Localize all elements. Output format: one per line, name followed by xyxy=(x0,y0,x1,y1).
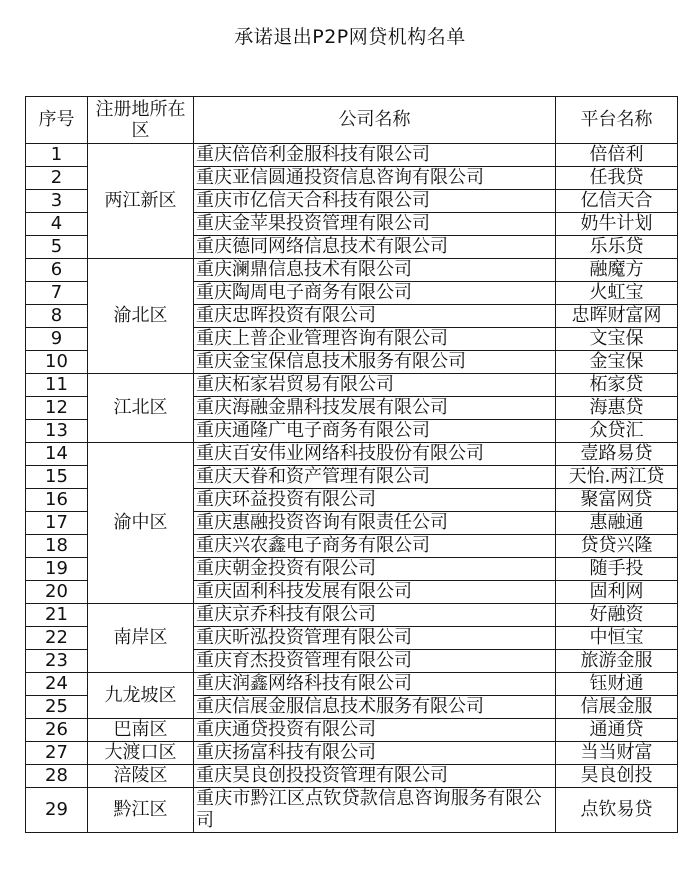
platform-name: 天怡.两江贷 xyxy=(556,466,678,489)
row-no: 27 xyxy=(26,742,88,765)
platform-name: 信展金服 xyxy=(556,696,678,719)
row-no: 1 xyxy=(26,144,88,167)
row-no: 24 xyxy=(26,673,88,696)
row-no: 26 xyxy=(26,719,88,742)
table-row xyxy=(26,443,678,466)
platform-name: 融魔方 xyxy=(556,259,678,282)
header-platform: 平台名称 xyxy=(556,97,678,144)
company-name: 重庆柘家岩贸易有限公司 xyxy=(194,374,556,397)
header-row xyxy=(26,97,678,144)
company-name: 重庆昕泓投资管理有限公司 xyxy=(194,627,556,650)
row-no: 13 xyxy=(26,420,88,443)
platform-name: 文宝保 xyxy=(556,328,678,351)
company-name: 重庆通隆广电子商务有限公司 xyxy=(194,420,556,443)
row-no: 3 xyxy=(26,190,88,213)
platform-name: 旅游金服 xyxy=(556,650,678,673)
row-no: 9 xyxy=(26,328,88,351)
company-name: 重庆固利科技发展有限公司 xyxy=(194,581,556,604)
company-name: 重庆扬富科技有限公司 xyxy=(194,742,556,765)
platform-name: 好融资 xyxy=(556,604,678,627)
district-cell: 江北区 xyxy=(88,374,194,443)
company-name: 重庆通贷投资有限公司 xyxy=(194,719,556,742)
table-row xyxy=(26,742,678,765)
platform-name: 当当财富 xyxy=(556,742,678,765)
company-name: 重庆兴农鑫电子商务有限公司 xyxy=(194,535,556,558)
platform-name: 众贷汇 xyxy=(556,420,678,443)
district-cell: 渝北区 xyxy=(88,259,194,374)
company-name: 重庆市黔江区点钦贷款信息咨询服务有限公司 xyxy=(194,788,556,833)
company-name: 重庆朝金投资有限公司 xyxy=(194,558,556,581)
company-name: 重庆陶周电子商务有限公司 xyxy=(194,282,556,305)
row-no: 23 xyxy=(26,650,88,673)
company-name: 重庆昊良创投投资管理有限公司 xyxy=(194,765,556,788)
platform-name: 柘家贷 xyxy=(556,374,678,397)
header-district: 注册地所在区 xyxy=(88,97,194,144)
platform-name: 海惠贷 xyxy=(556,397,678,420)
company-name: 重庆金苹果投资管理有限公司 xyxy=(194,213,556,236)
table-row xyxy=(26,765,678,788)
platform-name: 通通贷 xyxy=(556,719,678,742)
table-row xyxy=(26,673,678,696)
row-no: 2 xyxy=(26,167,88,190)
platform-name: 火虹宝 xyxy=(556,282,678,305)
table-row xyxy=(26,604,678,627)
row-no: 10 xyxy=(26,351,88,374)
row-no: 16 xyxy=(26,489,88,512)
row-no: 29 xyxy=(26,788,88,833)
table-row xyxy=(26,259,678,282)
row-no: 6 xyxy=(26,259,88,282)
district-cell: 大渡口区 xyxy=(88,742,194,765)
company-name: 重庆德同网络信息技术有限公司 xyxy=(194,236,556,259)
table-row xyxy=(26,719,678,742)
row-no: 19 xyxy=(26,558,88,581)
row-no: 7 xyxy=(26,282,88,305)
district-cell: 涪陵区 xyxy=(88,765,194,788)
company-name: 重庆忠晖投资有限公司 xyxy=(194,305,556,328)
platform-name: 金宝保 xyxy=(556,351,678,374)
row-no: 25 xyxy=(26,696,88,719)
company-name: 重庆澜鼎信息技术有限公司 xyxy=(194,259,556,282)
platform-name: 惠融通 xyxy=(556,512,678,535)
platform-name: 点钦易贷 xyxy=(556,788,678,833)
platform-name: 聚富网贷 xyxy=(556,489,678,512)
row-no: 8 xyxy=(26,305,88,328)
header-serial-no: 序号 xyxy=(26,97,88,144)
row-no: 17 xyxy=(26,512,88,535)
district-cell: 黔江区 xyxy=(88,788,194,833)
table-row xyxy=(26,374,678,397)
page-title: 承诺退出P2P网贷机构名单 xyxy=(234,26,466,48)
district-cell: 南岸区 xyxy=(88,604,194,673)
platform-name: 忠晖财富网 xyxy=(556,305,678,328)
district-cell: 渝中区 xyxy=(88,443,194,604)
company-name: 重庆京乔科技有限公司 xyxy=(194,604,556,627)
row-no: 28 xyxy=(26,765,88,788)
platform-name: 昊良创投 xyxy=(556,765,678,788)
district-cell: 九龙坡区 xyxy=(88,673,194,719)
district-cell: 两江新区 xyxy=(88,144,194,259)
row-no: 5 xyxy=(26,236,88,259)
institution-table xyxy=(25,96,678,833)
company-name: 重庆百安伟业网络科技股份有限公司 xyxy=(194,443,556,466)
platform-name: 倍倍利 xyxy=(556,144,678,167)
row-no: 11 xyxy=(26,374,88,397)
row-no: 22 xyxy=(26,627,88,650)
table-row xyxy=(26,144,678,167)
row-no: 21 xyxy=(26,604,88,627)
company-name: 重庆倍倍利金服科技有限公司 xyxy=(194,144,556,167)
company-name: 重庆润鑫网络科技有限公司 xyxy=(194,673,556,696)
table-row xyxy=(26,788,678,833)
company-name: 重庆亚信圆通投资信息咨询有限公司 xyxy=(194,167,556,190)
platform-name: 随手投 xyxy=(556,558,678,581)
platform-name: 乐乐贷 xyxy=(556,236,678,259)
row-no: 4 xyxy=(26,213,88,236)
company-name: 重庆环益投资有限公司 xyxy=(194,489,556,512)
row-no: 12 xyxy=(26,397,88,420)
platform-name: 亿信天合 xyxy=(556,190,678,213)
company-name: 重庆信展金服信息技术服务有限公司 xyxy=(194,696,556,719)
company-name: 重庆上普企业管理咨询有限公司 xyxy=(194,328,556,351)
platform-name: 中恒宝 xyxy=(556,627,678,650)
platform-name: 壹路易贷 xyxy=(556,443,678,466)
platform-name: 贷贷兴隆 xyxy=(556,535,678,558)
row-no: 15 xyxy=(26,466,88,489)
company-name: 重庆金宝保信息技术服务有限公司 xyxy=(194,351,556,374)
row-no: 18 xyxy=(26,535,88,558)
platform-name: 任我贷 xyxy=(556,167,678,190)
company-name: 重庆育杰投资管理有限公司 xyxy=(194,650,556,673)
platform-name: 奶牛计划 xyxy=(556,213,678,236)
district-cell: 巴南区 xyxy=(88,719,194,742)
row-no: 20 xyxy=(26,581,88,604)
row-no: 14 xyxy=(26,443,88,466)
company-name: 重庆天眷和资产管理有限公司 xyxy=(194,466,556,489)
header-company: 公司名称 xyxy=(194,97,556,144)
company-name: 重庆惠融投资咨询有限责任公司 xyxy=(194,512,556,535)
platform-name: 钰财通 xyxy=(556,673,678,696)
company-name: 重庆海融金鼎科技发展有限公司 xyxy=(194,397,556,420)
platform-name: 固利网 xyxy=(556,581,678,604)
company-name: 重庆市亿信天合科技有限公司 xyxy=(194,190,556,213)
